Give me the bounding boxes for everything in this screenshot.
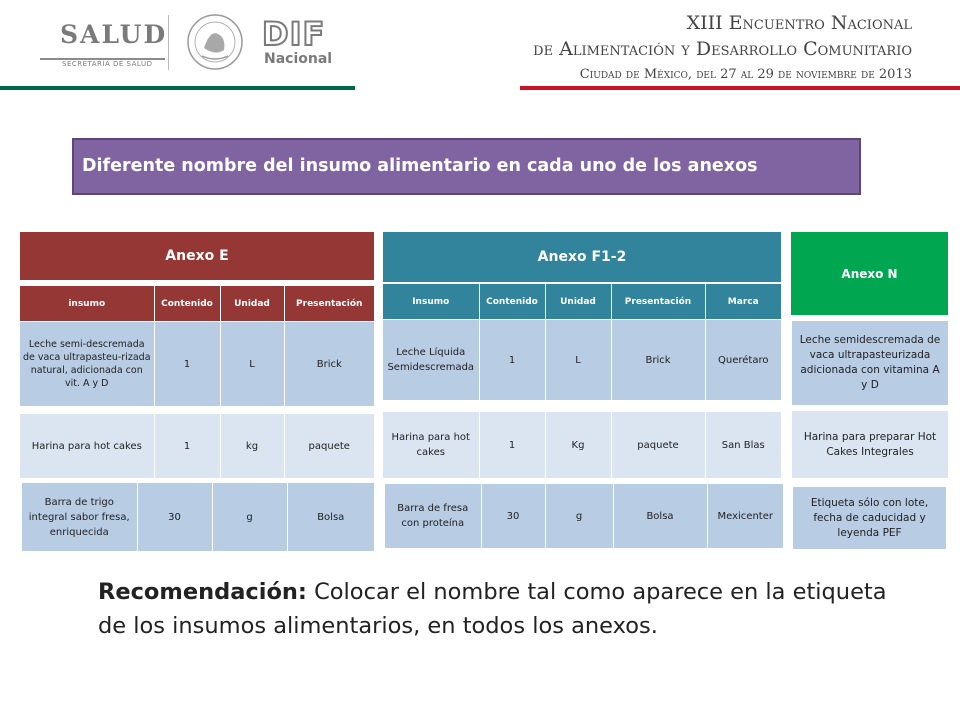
event-line-1: XIII Encuentro Nacional xyxy=(686,12,912,34)
table-cell: Brick xyxy=(611,320,705,400)
anexo-f-row-3 xyxy=(385,484,783,548)
table-cell: 1 xyxy=(479,412,545,478)
salud-logo xyxy=(40,18,168,68)
table-cell: 1 xyxy=(479,320,545,400)
table-cell: Barra de trigo integral sabor fresa, enriquecida xyxy=(22,483,137,551)
anexo-f-col-presentacion: Presentación xyxy=(611,284,705,319)
event-heading xyxy=(432,10,912,86)
anexo-f-col-marca: Marca xyxy=(705,284,781,319)
tricolor-green xyxy=(0,86,355,90)
anexo-e-column-headers xyxy=(20,286,374,321)
table-cell: paquete xyxy=(611,412,705,478)
table-cell: San Blas xyxy=(705,412,781,478)
tricolor-red xyxy=(520,86,960,90)
anexo-n-row-2: Harina para preparar Hot Cakes Integrales xyxy=(792,411,948,478)
anexo-f-column-headers xyxy=(383,284,781,319)
anexo-f-header: Anexo F1-2 xyxy=(383,232,781,282)
table-cell: Harina para hot cakes xyxy=(20,414,154,478)
table-cell: 1 xyxy=(154,414,220,478)
anexo-e-col-presentacion: Presentación xyxy=(284,286,374,321)
anexo-f-col-insumo: Insumo xyxy=(383,284,479,319)
anexo-f-row-2 xyxy=(383,412,781,478)
event-line-2: de Alimentación y Desarrollo Comunitario xyxy=(533,38,912,60)
table-cell: 1 xyxy=(154,322,220,406)
table-cell: Leche semi-descremada de vaca ultrapasteu-rizada natural, adicionada con vit. A y D xyxy=(20,322,154,406)
anexo-e-row-2 xyxy=(20,414,374,478)
table-cell: Brick xyxy=(284,322,374,406)
recommendation-body: Colocar el nombre tal como aparece en la etiqueta de los insumos alimentarios, en todos los anexos. xyxy=(98,579,887,639)
anexo-n-row-1: Leche semidescremada de vaca ultrapasteurizada adicionada con vitamina A y D xyxy=(792,321,948,405)
tricolor-white xyxy=(355,86,520,90)
table-cell: g xyxy=(212,483,287,551)
slide-title: Diferente nombre del insumo alimentario en cada uno de los anexos xyxy=(72,138,861,195)
recommendation-label: Recomendación: xyxy=(98,579,307,605)
anexo-n-row-3: Etiqueta sólo con lote, fecha de caducidad y leyenda PEF xyxy=(793,487,946,549)
anexo-e-header: Anexo E xyxy=(20,232,374,280)
anexo-e-col-insumo: insumo xyxy=(20,286,154,321)
dif-logo xyxy=(262,15,332,70)
event-line-3: Ciudad de México, del 27 al 29 de noviembre de 2013 xyxy=(579,67,912,82)
mexico-seal-icon xyxy=(180,12,250,72)
table-cell: Bolsa xyxy=(287,483,374,551)
table-cell: L xyxy=(545,320,611,400)
dif-logo-text: DIF xyxy=(262,15,326,53)
salud-logo-text: SALUD xyxy=(60,20,168,49)
table-cell: Bolsa xyxy=(613,484,707,548)
logo-divider xyxy=(168,15,169,70)
dif-logo-subtitle: Nacional xyxy=(264,51,333,67)
anexo-f-row-1 xyxy=(383,320,781,400)
anexo-e-col-contenido: Contenido xyxy=(154,286,220,321)
salud-logo-subtitle: SECRETARÍA DE SALUD xyxy=(62,60,153,68)
table-cell: Kg xyxy=(545,412,611,478)
table-cell: paquete xyxy=(284,414,374,478)
anexo-f-col-unidad: Unidad xyxy=(545,284,611,319)
anexo-e-row-3 xyxy=(22,483,374,551)
table-cell: kg xyxy=(220,414,284,478)
anexo-n-header: Anexo N xyxy=(791,232,948,315)
table-cell: 30 xyxy=(481,484,545,548)
anexo-e-col-unidad: Unidad xyxy=(220,286,284,321)
table-cell: Harina para hot cakes xyxy=(383,412,479,478)
anexo-f-col-contenido: Contenido xyxy=(479,284,545,319)
table-cell: Barra de fresa con proteína xyxy=(385,484,481,548)
table-cell: g xyxy=(545,484,613,548)
table-cell: Leche Líquida Semidescremada xyxy=(383,320,479,400)
table-cell: Querétaro xyxy=(705,320,781,400)
anexo-e-row-1 xyxy=(20,322,374,406)
recommendation-text xyxy=(98,575,898,643)
table-cell: Mexicenter xyxy=(707,484,783,548)
table-cell: 30 xyxy=(137,483,212,551)
table-cell: L xyxy=(220,322,284,406)
